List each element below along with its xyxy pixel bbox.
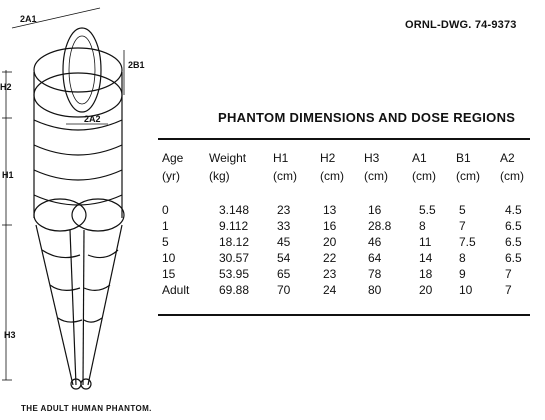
header-a2: A2 (cm) xyxy=(500,151,524,183)
table-row: 1 xyxy=(162,219,169,233)
header-weight: Weight (kg) xyxy=(209,151,247,183)
table-row: 10 xyxy=(162,251,176,265)
header-a1: A1 (cm) xyxy=(412,151,436,183)
table-row: 15 xyxy=(162,267,176,281)
header-h2: H2 (cm) xyxy=(320,151,344,183)
label-h1: H1 xyxy=(2,170,14,180)
header-age: Age (yr) xyxy=(162,151,184,183)
table-row: 0 xyxy=(162,203,169,217)
header-h1: H1 (cm) xyxy=(273,151,297,183)
label-h2: H2 xyxy=(0,82,12,92)
table-row: 5 xyxy=(162,235,169,249)
figure-caption: THE ADULT HUMAN PHANTOM. xyxy=(21,404,152,413)
drawing-id: ORNL-DWG. 74-9373 xyxy=(405,19,517,31)
header-b1: B1 (cm) xyxy=(456,151,480,183)
adult-phantom-drawing xyxy=(0,0,140,420)
table-title: PHANTOM DIMENSIONS AND DOSE REGIONS xyxy=(218,110,516,125)
table-top-rule xyxy=(158,138,530,140)
header-h3: H3 (cm) xyxy=(364,151,388,183)
label-h3: H3 xyxy=(4,330,16,340)
label-2b1: 2B1 xyxy=(128,60,145,70)
label-2a2: 2A2 xyxy=(84,114,101,124)
label-2a1: 2A1 xyxy=(20,14,37,24)
table-row: Adult xyxy=(162,283,190,297)
table-bottom-rule xyxy=(158,314,530,316)
